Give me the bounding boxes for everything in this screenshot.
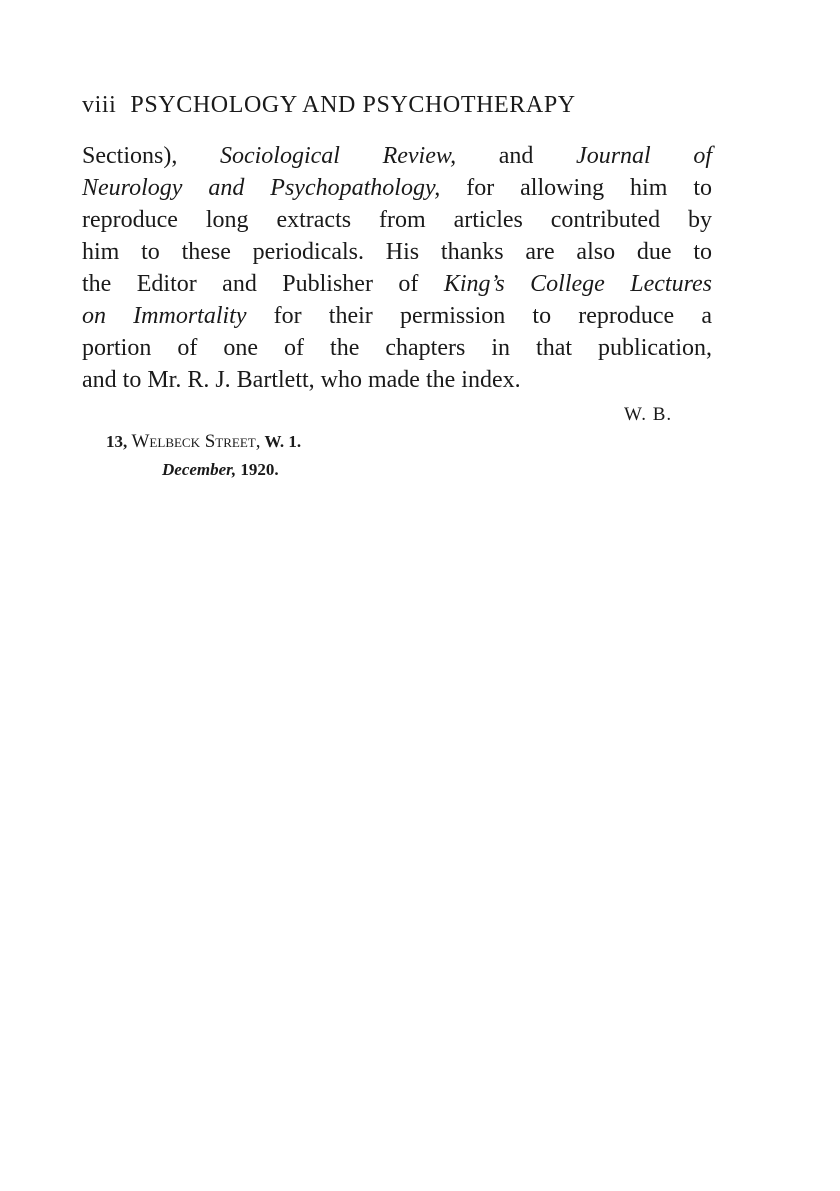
text-line-1	[82, 140, 712, 172]
street-number: 13,	[106, 432, 128, 451]
italic-title: Journal of	[576, 143, 713, 169]
date-month: December,	[162, 460, 237, 479]
street-name: Welbeck Street,	[131, 431, 261, 452]
text-fragment: for their permission to reproduce a	[273, 303, 713, 329]
preface-paragraph	[82, 140, 712, 396]
running-title: PSYCHOLOGY AND PSYCHOTHERAPY	[130, 92, 576, 118]
date-year: 1920.	[240, 460, 279, 479]
postal-district: W. 1.	[264, 432, 302, 451]
text-fragment: Sections),	[82, 143, 178, 169]
italic-title: Neurology and Psychopathology,	[82, 175, 441, 201]
italic-title: on Immortality	[82, 303, 247, 329]
address-block	[106, 428, 301, 484]
text-fragment: the Editor and Publisher of	[82, 271, 419, 297]
date-line	[106, 456, 301, 484]
text-fragment: and	[498, 143, 534, 169]
text-line-7: portion of one of the chapters in that publication,	[82, 335, 712, 361]
running-head	[82, 92, 682, 119]
text-line-2	[82, 172, 712, 204]
text-line-6	[82, 300, 712, 332]
author-initials: W. B.	[624, 404, 673, 425]
text-line-8: and to Mr. R. J. Bartlett, who made the index.	[82, 367, 521, 393]
page-number: viii	[82, 92, 117, 118]
text-line-5	[82, 268, 712, 300]
text-line-4: him to these periodicals. His thanks are also due to	[82, 239, 712, 265]
italic-title: Sociological Review,	[219, 143, 457, 169]
text-line-3: reproduce long extracts from articles contributed by	[82, 207, 712, 233]
address-line	[106, 432, 301, 451]
italic-title: King’s College Lectures	[443, 271, 713, 297]
text-fragment: for allowing him to	[466, 175, 713, 201]
